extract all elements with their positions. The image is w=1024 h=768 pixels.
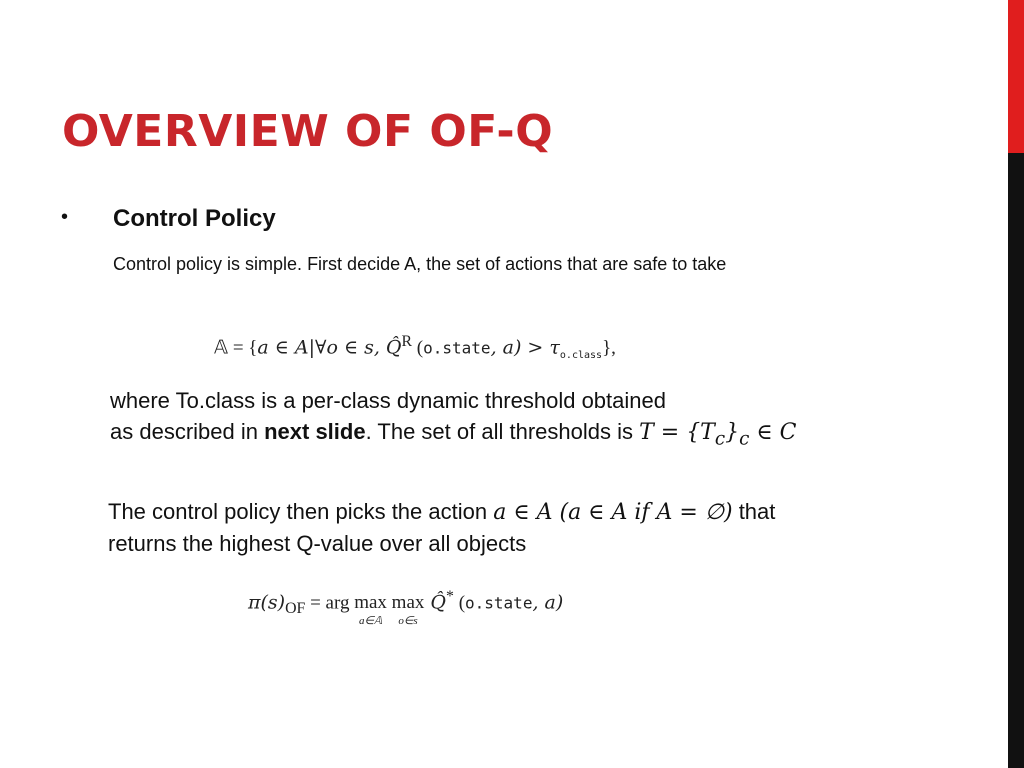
threshold-line-2: as described in next slide. The set of all thresholds is $T = \{T_c\}_c$ ∈ C (110, 419, 797, 450)
side-accent-bar-black (1008, 153, 1024, 768)
threshold-set-math: $T = \{T_c\}_c$ ∈ C (639, 420, 797, 450)
next-slide-reference: next slide (264, 419, 366, 444)
action-choice-paragraph (108, 496, 775, 559)
action-choice-line-1: The control policy then picks the action a ∈ A (a ∈ A if A = ∅) that (108, 499, 776, 525)
subtitle-text: Control policy is simple. First decide A, the set of actions that are safe to take (113, 254, 727, 274)
policy-formula: $\pi(s)_{OF}$ = arg max a∈𝔸 max o∈s Q̂* (o.state, a) (248, 588, 564, 628)
slide-title: OVERVIEW OF OF-Q (62, 106, 554, 157)
threshold-line-1: where To.class is a per-class dynamic threshold obtained (110, 388, 666, 413)
side-accent-bar-red (1008, 0, 1024, 153)
action-set-math: a ∈ A (a ∈ A if A = ∅) (493, 500, 733, 525)
bullet-marker: • (61, 206, 69, 228)
threshold-paragraph (110, 385, 797, 454)
bullet-heading: Control Policy (113, 205, 276, 232)
safe-actions-formula: 𝔸 = {a ∈ A|∀o ∈ s, Q̂$^R$ (o.state, $a) > \tau_{o.class}$}, (214, 333, 616, 362)
action-choice-line-2: returns the highest Q-value over all objects (108, 531, 527, 556)
